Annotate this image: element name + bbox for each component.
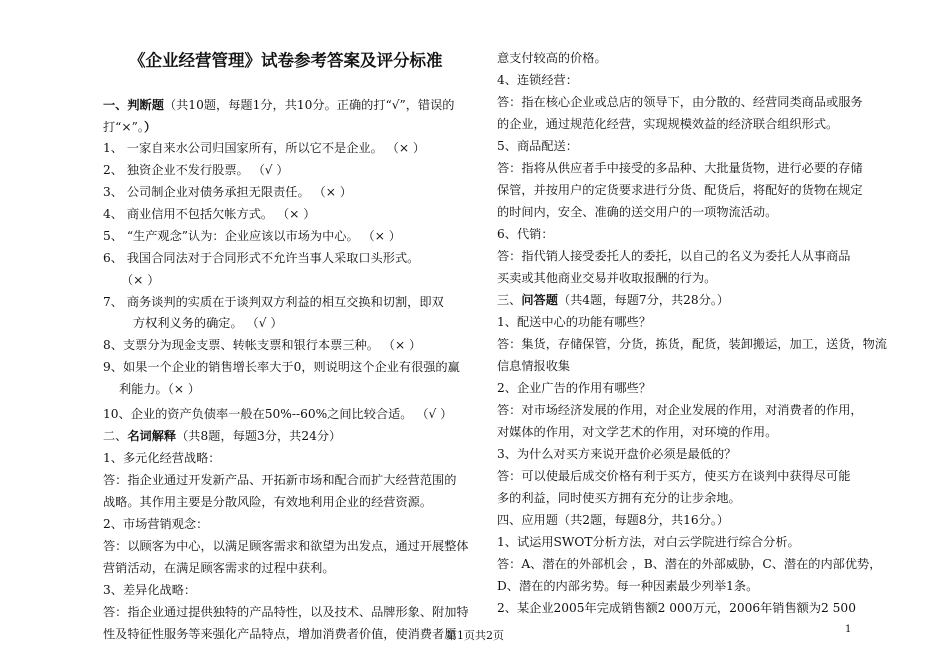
application-1-answer-cont: D、潜在的内部劣势。每一种因素最少列举1条。 xyxy=(497,579,759,593)
section-1-heading: 一、判断题 xyxy=(103,98,164,112)
term-2-answer-cont: 营销活动，在满足顾客需求的过程中获利。 xyxy=(103,561,335,575)
section-1-rule-2-close: ） xyxy=(143,120,157,134)
question-2: 2、 独资企业不发行股票。 （√ ） xyxy=(103,163,289,177)
term-2: 2、市场营销观念： xyxy=(103,517,209,531)
term-5: 5、商品配送： xyxy=(497,139,578,153)
term-3-answer: 答：指企业通过提供独特的产品特性，以及技术、品牌形象、附加特 xyxy=(103,605,469,619)
application-2: 2、某企业2005年完成销售额2 000万元，2006年销售额为2 500 xyxy=(497,601,856,615)
section-2-rule: （共8题，每题3分，共24分） xyxy=(176,429,342,443)
question-5: 5、 “生产观念”认为：企业应该以市场为中心。 （× ） xyxy=(103,229,401,243)
question-8: 8、支票分为现金支票、转帐支票和银行本票三种。 （× ） xyxy=(103,338,422,352)
question-7: 7、 商务谈判的实质在于谈判双方利益的相互交换和切割，即双 xyxy=(103,295,444,309)
term-4-answer-cont: 的企业，通过规范化经营，实现规模效益的经济联合组织形式。 xyxy=(497,117,839,131)
term-4: 4、连锁经营： xyxy=(497,73,578,87)
term-3-answer-end: 意支付较高的价格。 xyxy=(497,51,607,65)
essay-1: 1、配送中心的功能有哪些？ xyxy=(497,315,652,329)
essay-3: 3、为什么对买方来说开盘价必须是最低的？ xyxy=(497,447,737,461)
question-10: 10、企业的资产负债率一般在50%--60%之间比较合适。 （√ ） xyxy=(103,407,453,421)
question-3: 3、 公司制企业对债务承担无限责任。 （× ） xyxy=(103,185,352,199)
section-2-label: 名词解释 xyxy=(127,429,177,443)
section-2-number: 二、 xyxy=(103,429,128,443)
essay-2-answer: 答：对市场经济发展的作用，对企业发展的作用，对消费者的作用， xyxy=(497,403,863,417)
term-6: 6、代销： xyxy=(497,227,554,241)
section-1-heading-line xyxy=(103,94,455,116)
section-4-heading: 四、应用题（共2题，每题8分，共16分。） xyxy=(497,513,730,527)
essay-3-answer-cont: 多的利益，同时使买方拥有充分的让步余地。 xyxy=(497,491,741,505)
section-1-rule-2: 打“×”。 xyxy=(103,120,144,134)
section-3-rule: （共4题，每题7分，共28分。） xyxy=(557,293,730,307)
page-number: 1 xyxy=(845,624,852,635)
application-1-answer: 答：A、潜在的外部机会 ，B、潜在的外部威胁，C、潜在的内部优势， xyxy=(497,557,882,571)
term-5-answer-cont: 保管，并按用户的定货要求进行分货、配货后，将配好的货物在规定 xyxy=(497,183,863,197)
section-2-heading xyxy=(103,425,341,447)
term-3-answer-cont: 性及特征性服务等来强化产品特点，增加消费者价值，使消费者愿 xyxy=(103,627,457,641)
term-1: 1、多元化经营战略： xyxy=(103,451,221,465)
term-4-answer: 答：指在核心企业或总店的领导下，由分散的、经营同类商品或服务 xyxy=(497,95,863,109)
question-6-answer: （× ） xyxy=(121,273,160,287)
page-footer: 第1页共2页 xyxy=(446,629,504,642)
application-1: 1、试运用SWOT分析方法，对白云学院进行综合分析。 xyxy=(497,535,800,549)
question-7-cont: 方权利义务的确定。 （√ ） xyxy=(133,316,283,330)
essay-3-answer: 答：可以使最后成交价格有利于买方，使买方在谈判中获得尽可能 xyxy=(497,469,851,483)
section-3-heading xyxy=(497,289,729,311)
section-1-rule: （共10题，每题1分，共10分。正确的打“√”，错误的 xyxy=(163,98,455,112)
section-3-number: 三、 xyxy=(497,293,522,307)
term-6-answer: 答：指代销人接受委托人的委托，以自己的名义为委托人从事商品 xyxy=(497,249,851,263)
essay-1-answer-cont: 信息情报收集 xyxy=(497,359,571,373)
question-4: 4、 商业信用不包括欠帐方式。 （× ） xyxy=(103,207,316,221)
term-3: 3、差异化战略： xyxy=(103,583,197,597)
term-1-answer: 答：指企业通过开发新产品、开拓新市场和配合而扩大经营范围的 xyxy=(103,473,457,487)
term-5-answer: 答：指将从供应者手中接受的多品种、大批量货物，进行必要的存储 xyxy=(497,161,863,175)
document-title: 《企业经营管理》试卷参考答案及评分标准 xyxy=(129,51,443,70)
term-6-answer-cont: 买卖或其他商业交易并收取报酬的行为。 xyxy=(497,271,717,285)
question-1: 1、 一家自来水公司归国家所有，所以它不是企业。 （× ） xyxy=(103,141,426,155)
essay-2: 2、企业广告的作用有哪些？ xyxy=(497,381,652,395)
essay-1-answer: 答：集货，存储保管，分货，拣货，配货，装卸搬运，加工，送货，物流 xyxy=(497,337,887,351)
essay-2-answer-cont: 对媒体的作用，对文学艺术的作用，对环境的作用。 xyxy=(497,425,778,439)
term-2-answer: 答：以顾客为中心，以满足顾客需求和欲望为出发点，通过开展整体 xyxy=(103,539,469,553)
section-3-label: 问答题 xyxy=(521,293,558,307)
term-5-answer-end: 的时间内，安全、准确的送交用户的一项物流活动。 xyxy=(497,205,778,219)
question-9-cont: 利能力。（× ） xyxy=(119,382,201,396)
question-9: 9、如果一个企业的销售增长率大于0，则说明这个企业有很强的赢 xyxy=(103,360,460,374)
section-1-rule-line xyxy=(103,116,156,138)
term-1-answer-cont: 战略。其作用主要是分散风险，有效地利用企业的经营资源。 xyxy=(103,495,433,509)
question-6: 6、 我国合同法对于合同形式不允许当事人采取口头形式。 xyxy=(103,251,420,265)
